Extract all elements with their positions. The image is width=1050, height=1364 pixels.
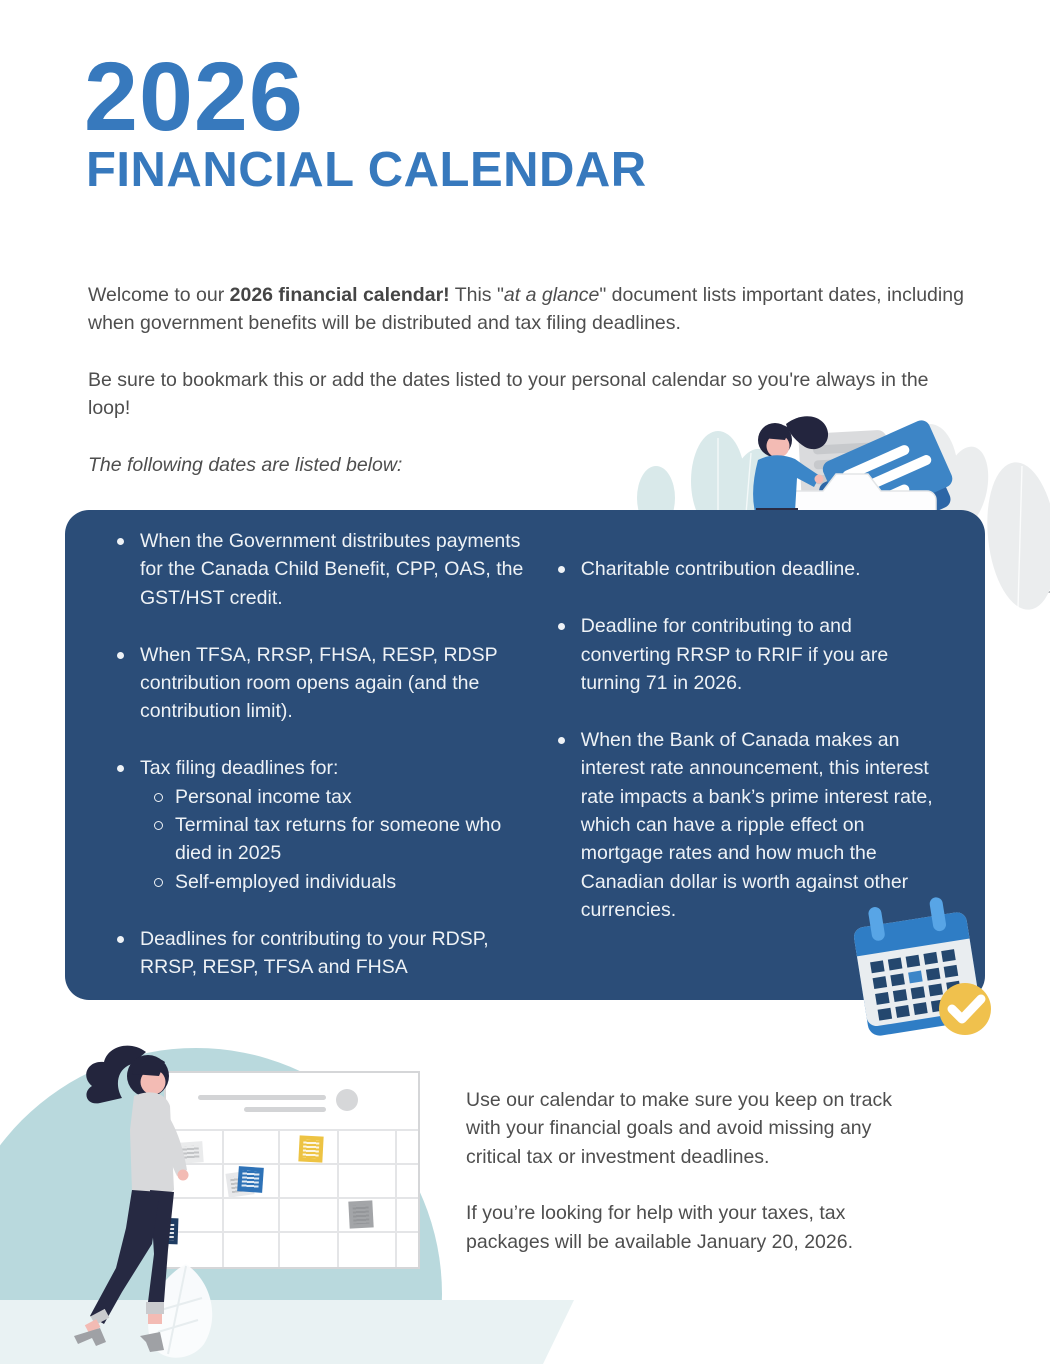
board-subtitle-bar	[244, 1107, 326, 1112]
dates-intro-line: The following dates are listed below:	[88, 453, 403, 476]
bookmark-paragraph: Be sure to bookmark this or add the dates listed to your personal calendar so you're always in the loop!	[88, 368, 929, 420]
list-item: Deadline for contributing to and converting RRSP to RRIF if you are turning 71 in 2026.	[556, 612, 937, 697]
sub-list-item: Terminal tax returns for someone who died in 2025	[152, 811, 528, 868]
sub-list-item: Personal income tax	[152, 783, 528, 811]
key-dates-panel	[65, 510, 985, 1000]
bullet-icon	[115, 527, 140, 612]
outro-section	[466, 1086, 928, 1284]
intro-italic-text: at a glance	[503, 284, 600, 306]
sticky-note-gray	[348, 1200, 373, 1228]
bullet-icon	[115, 754, 140, 896]
walking-woman-figure	[60, 1040, 230, 1364]
list-item: When TFSA, RRSP, FHSA, RESP, RDSP contribution room opens again (and the contribution limit).	[115, 641, 528, 726]
sub-bullet-icon	[152, 868, 175, 896]
year-heading: 2026	[84, 42, 304, 151]
tax-package-paragraph: If you’re looking for help with your taxes, tax packages will be available January 20, 2026.	[466, 1202, 854, 1253]
bullet-icon	[556, 726, 581, 925]
sticky-note-yellow	[298, 1135, 323, 1162]
page-title: FINANCIAL CALENDAR	[86, 143, 647, 197]
intro-bold-text: 2026 financial calendar!	[229, 284, 450, 306]
sticky-note-blue	[237, 1166, 264, 1193]
sub-list	[140, 783, 528, 897]
sub-list-item: Self-employed individuals	[152, 868, 528, 896]
intro-paragraph	[88, 281, 974, 338]
sub-bullet-icon	[152, 783, 175, 811]
list-item-label: Tax filing deadlines for:	[140, 757, 339, 780]
benefits-list-left	[115, 527, 528, 981]
bullet-icon	[115, 641, 140, 726]
intro-text: This "	[449, 284, 504, 306]
sub-bullet-icon	[152, 811, 175, 868]
intro-text: " document lists important dates, including when government benefits will be distributed and tax filing deadlines.	[88, 284, 964, 335]
list-item: When the Bank of Canada makes an interest rate announcement, this interest rate impacts a bank’s prime interest rate, which can have a ripple effect on mortgage rates and how much the Canadian dollar is worth against other currencies.	[556, 726, 937, 925]
outro-paragraph: Use our calendar to make sure you keep on track with your financial goals and avoid missing any critical tax or investment deadlines.	[466, 1089, 892, 1168]
calendar-check-icon	[848, 893, 1002, 1045]
bullet-icon	[115, 925, 140, 982]
board-circle-decor	[336, 1089, 358, 1111]
list-item: Charitable contribution deadline.	[556, 555, 937, 583]
list-item: When the Government distributes payments for the Canada Child Benefit, CPP, OAS, the GST/HST credit.	[115, 527, 528, 612]
benefits-list-right	[556, 555, 937, 924]
bullet-icon	[556, 555, 581, 583]
list-item: Deadlines for contributing to your RDSP, RRSP, RESP, TFSA and FHSA	[115, 925, 528, 982]
list-item	[115, 754, 528, 896]
panel-left-column	[115, 527, 528, 980]
intro-text: Welcome to our	[88, 284, 230, 306]
bullet-icon	[556, 612, 581, 697]
